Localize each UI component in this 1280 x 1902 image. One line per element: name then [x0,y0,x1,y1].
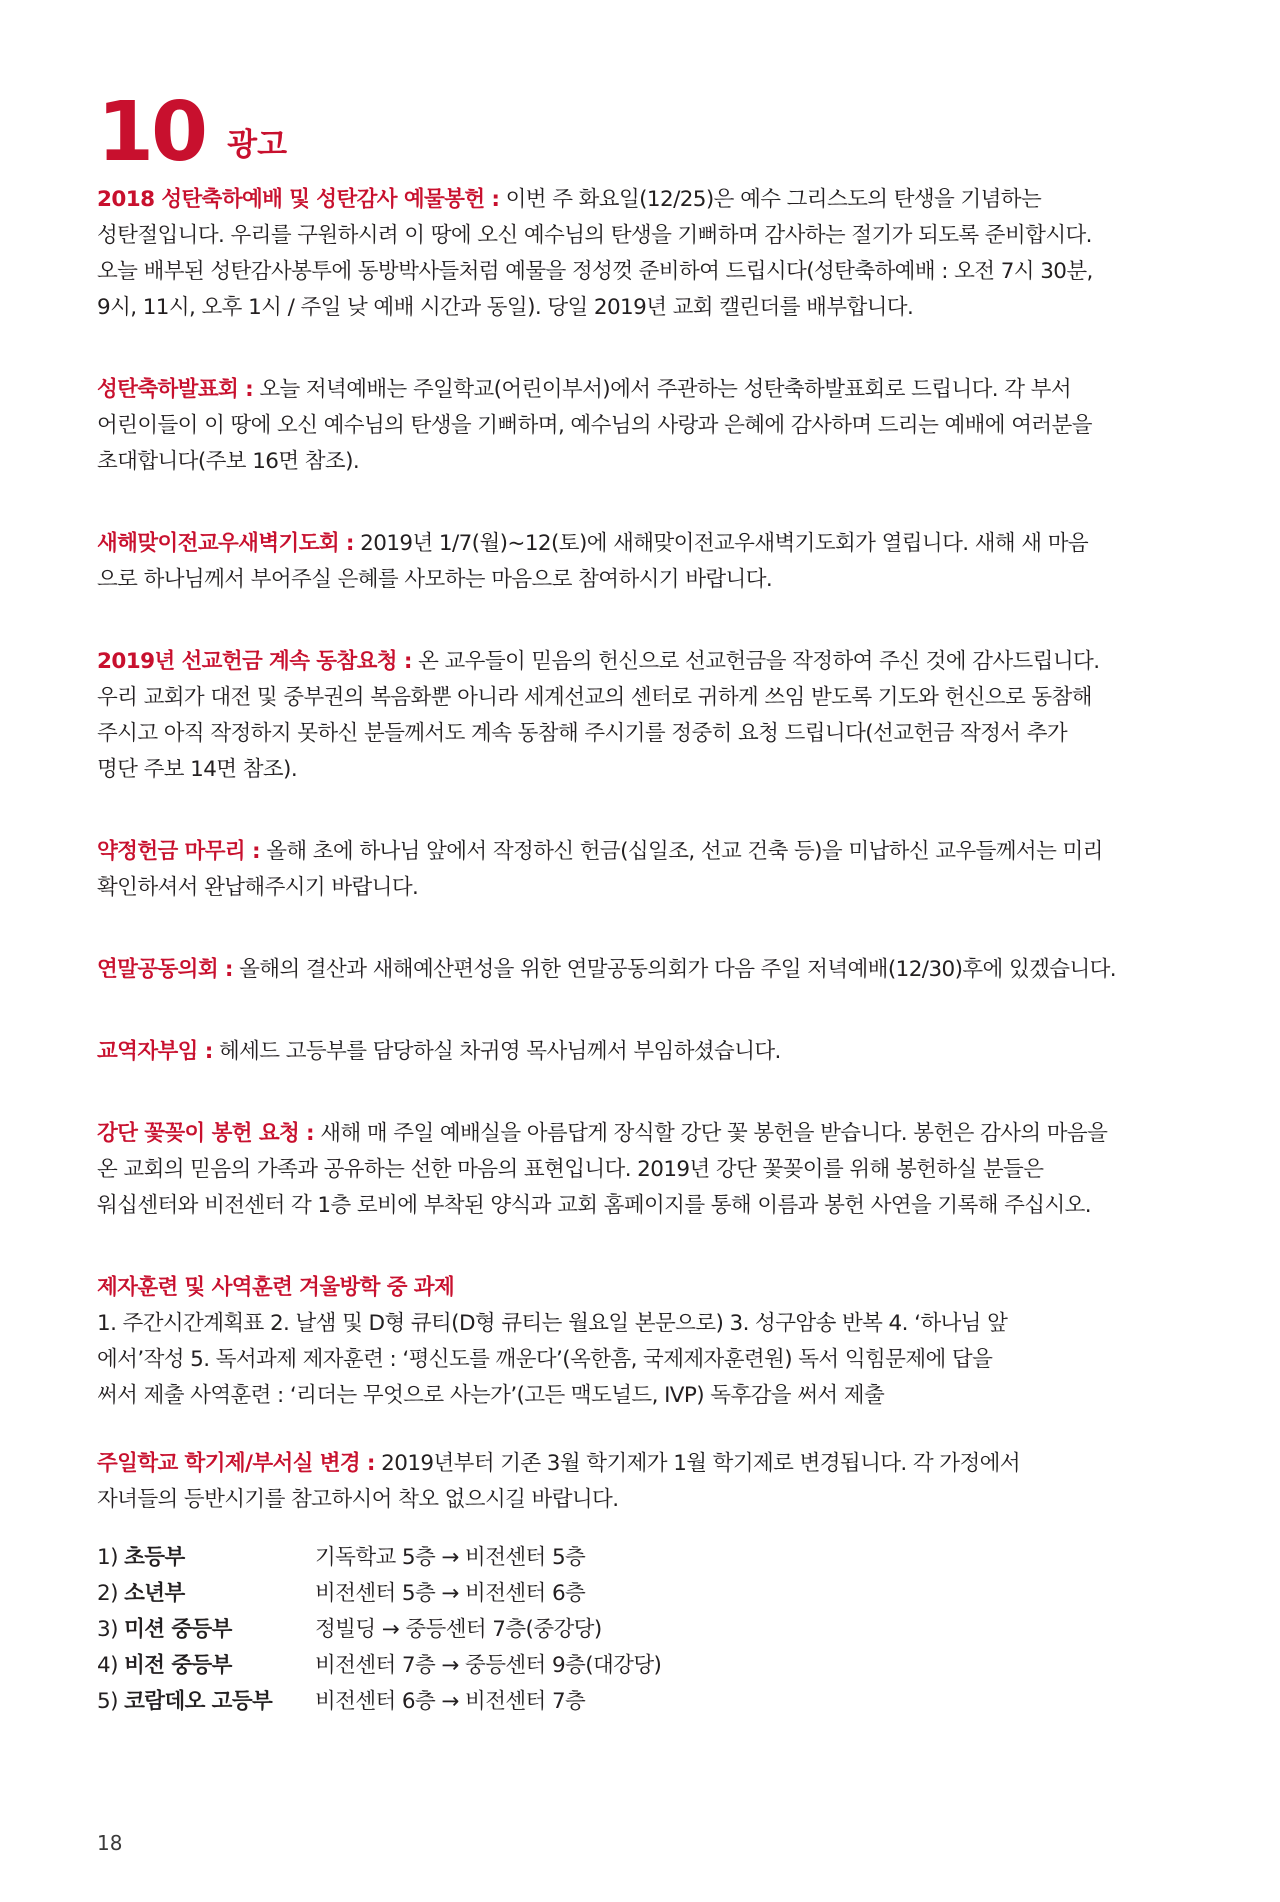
department-name: 소년부 [124,1581,185,1606]
department-name: 코람데오 고등부 [124,1689,273,1714]
notice-text: 올해 초에 하나님 앞에서 작정하신 헌금(십일조, 선교 건축 등)을 미납하신 교우들께서는 미리 [266,839,1103,864]
notice-label: 연말공동의회 : [97,957,233,982]
notice-text: 새해 매 주일 예배실을 아름답게 장식할 강단 꽃 봉헌을 받습니다. 봉헌은 감사의 마음을 [320,1121,1108,1146]
notice-text: 온 교우들이 믿음의 헌신으로 선교헌금을 작정하여 주신 것에 감사드립니다. [418,649,1100,674]
notice-text: 어린이들이 이 땅에 오신 예수님의 탄생을 기뻐하며, 예수님의 사랑과 은혜에 감사하며 드리는 예배에 여러분을 [97,413,1092,438]
notice-text: 써서 제출 사역훈련 : ‘리더는 무엇으로 사는가’(고든 맥도널드, IVP) 독후감을 써서 제출 [97,1383,885,1408]
list-item [97,1576,661,1612]
notice-label: 성탄축하발표회 : [97,377,254,402]
notice-pledge-offering [97,834,1197,906]
notice-training-assignment [97,1270,1197,1414]
section-title: 광고 [227,127,288,163]
item-number: 3) [97,1617,118,1642]
notice-text: 주시고 아직 작정하지 못하신 분들께서도 계속 동참해 주시기를 정중히 요청 드립니다(선교헌금 작정서 추가 [97,721,1068,746]
notice-text: 워십센터와 비전센터 각 1층 로비에 부착된 양식과 교회 홈페이지를 통해 이름과 봉헌 사연을 기록해 주십시오. [97,1193,1092,1218]
notice-mission-offering [97,644,1197,788]
department-name: 초등부 [124,1545,185,1570]
notice-text: 1. 주간시간계획표 2. 날샘 및 D형 큐티(D형 큐티는 월요일 본문으로) 3. 성구암송 반복 4. ‘하나님 앞 [97,1311,1008,1336]
notice-label: 2019년 선교헌금 계속 동참요청 : [97,649,412,674]
department-name: 미션 중등부 [124,1617,232,1642]
list-item [97,1684,661,1720]
notice-year-end-meeting [97,952,1197,988]
notice-label: 주일학교 학기제/부서실 변경 : [97,1451,375,1476]
notice-christmas-service [97,182,1197,326]
notice-text: 오늘 배부된 성탄감사봉투에 동방박사들처럼 예물을 정성껏 준비하여 드립시다(성탄축하예배 : 오전 7시 30분, [97,259,1093,284]
notice-text: 온 교회의 믿음의 가족과 공유하는 선한 마음의 표현입니다. 2019년 강단 꽃꽂이를 위해 봉헌하실 분들은 [97,1157,1044,1182]
notice-text: 2019년 1/7(월)~12(토)에 새해맞이전교우새벽기도회가 열립니다. 새해 새 마음 [360,531,1089,556]
room-change: 기독학교 5층 → 비전센터 5층 [315,1545,586,1570]
page-number: 18 [97,1831,123,1855]
item-number: 2) [97,1581,118,1606]
notice-text: 9시, 11시, 오후 1시 / 주일 낮 예배 시간과 동일). 당일 2019년 교회 캘린더를 배부합니다. [97,295,914,320]
notice-text: 올해의 결산과 새해예산편성을 위한 연말공동의회가 다음 주일 저녁예배(12/30)후에 있겠습니다. [239,957,1117,982]
notice-text: 명단 주보 14면 참조). [97,757,298,782]
notice-text: 오늘 저녁예배는 주일학교(어린이부서)에서 주관하는 성탄축하발표회로 드립니다. 각 부서 [259,377,1072,402]
room-change: 비전센터 7층 → 중등센터 9층(대강당) [315,1653,662,1678]
notice-label: 새해맞이전교우새벽기도회 : [97,531,354,556]
item-number: 5) [97,1689,118,1714]
item-number: 4) [97,1653,118,1678]
department-move-list [97,1540,661,1720]
list-item [97,1540,661,1576]
notice-text: 자녀들의 등반시기를 참고하시어 착오 없으시길 바랍니다. [97,1487,619,1512]
room-change: 비전센터 6층 → 비전센터 7층 [315,1689,586,1714]
notice-text: 에서’작성 5. 독서과제 제자훈련 : ‘평신도를 깨운다’(옥한흠, 국제제자훈련원) 독서 익힘문제에 답을 [97,1347,993,1372]
notice-semester-change [97,1446,1197,1518]
notice-pastor-appointment [97,1034,1197,1070]
notice-text: 우리 교회가 대전 및 중부권의 복음화뿐 아니라 세계선교의 센터로 귀하게 쓰임 받도록 기도와 헌신으로 동참해 [97,685,1092,710]
room-change: 정빌딩 → 중등센터 7층(중강당) [315,1617,602,1642]
notice-label: 강단 꽃꽂이 봉헌 요청 : [97,1121,315,1146]
notice-text: 이번 주 화요일(12/25)은 예수 그리스도의 탄생을 기념하는 [505,187,1042,212]
department-name: 비전 중등부 [124,1653,232,1678]
item-number: 1) [97,1545,118,1570]
notice-label: 교역자부임 : [97,1039,213,1064]
notice-label: 약정헌금 마무리 : [97,839,260,864]
list-item [97,1612,661,1648]
notice-text: 확인하셔서 완납해주시기 바랍니다. [97,875,419,900]
notice-text: 헤세드 고등부를 담당하실 차귀영 목사님께서 부임하셨습니다. [218,1039,781,1064]
notice-flower-offering [97,1116,1197,1224]
notice-label: 2018 성탄축하예배 및 성탄감사 예물봉헌 : [97,187,500,212]
notice-christmas-performance [97,372,1197,480]
notice-dawn-prayer [97,526,1197,598]
section-header [97,85,288,180]
notice-text: 2019년부터 기존 3월 학기제가 1월 학기제로 변경됩니다. 각 가정에서 [381,1451,1020,1476]
notice-text: 초대합니다(주보 16면 참조). [97,449,360,474]
notice-label: 제자훈련 및 사역훈련 겨울방학 중 과제 [97,1275,455,1300]
section-number: 10 [97,85,206,180]
notice-text: 성탄절입니다. 우리를 구원하시려 이 땅에 오신 예수님의 탄생을 기뻐하며 감사하는 절기가 되도록 준비합시다. [97,223,1092,248]
notice-text: 으로 하나님께서 부어주실 은혜를 사모하는 마음으로 참여하시기 바랍니다. [97,567,773,592]
room-change: 비전센터 5층 → 비전센터 6층 [315,1581,586,1606]
list-item [97,1648,661,1684]
